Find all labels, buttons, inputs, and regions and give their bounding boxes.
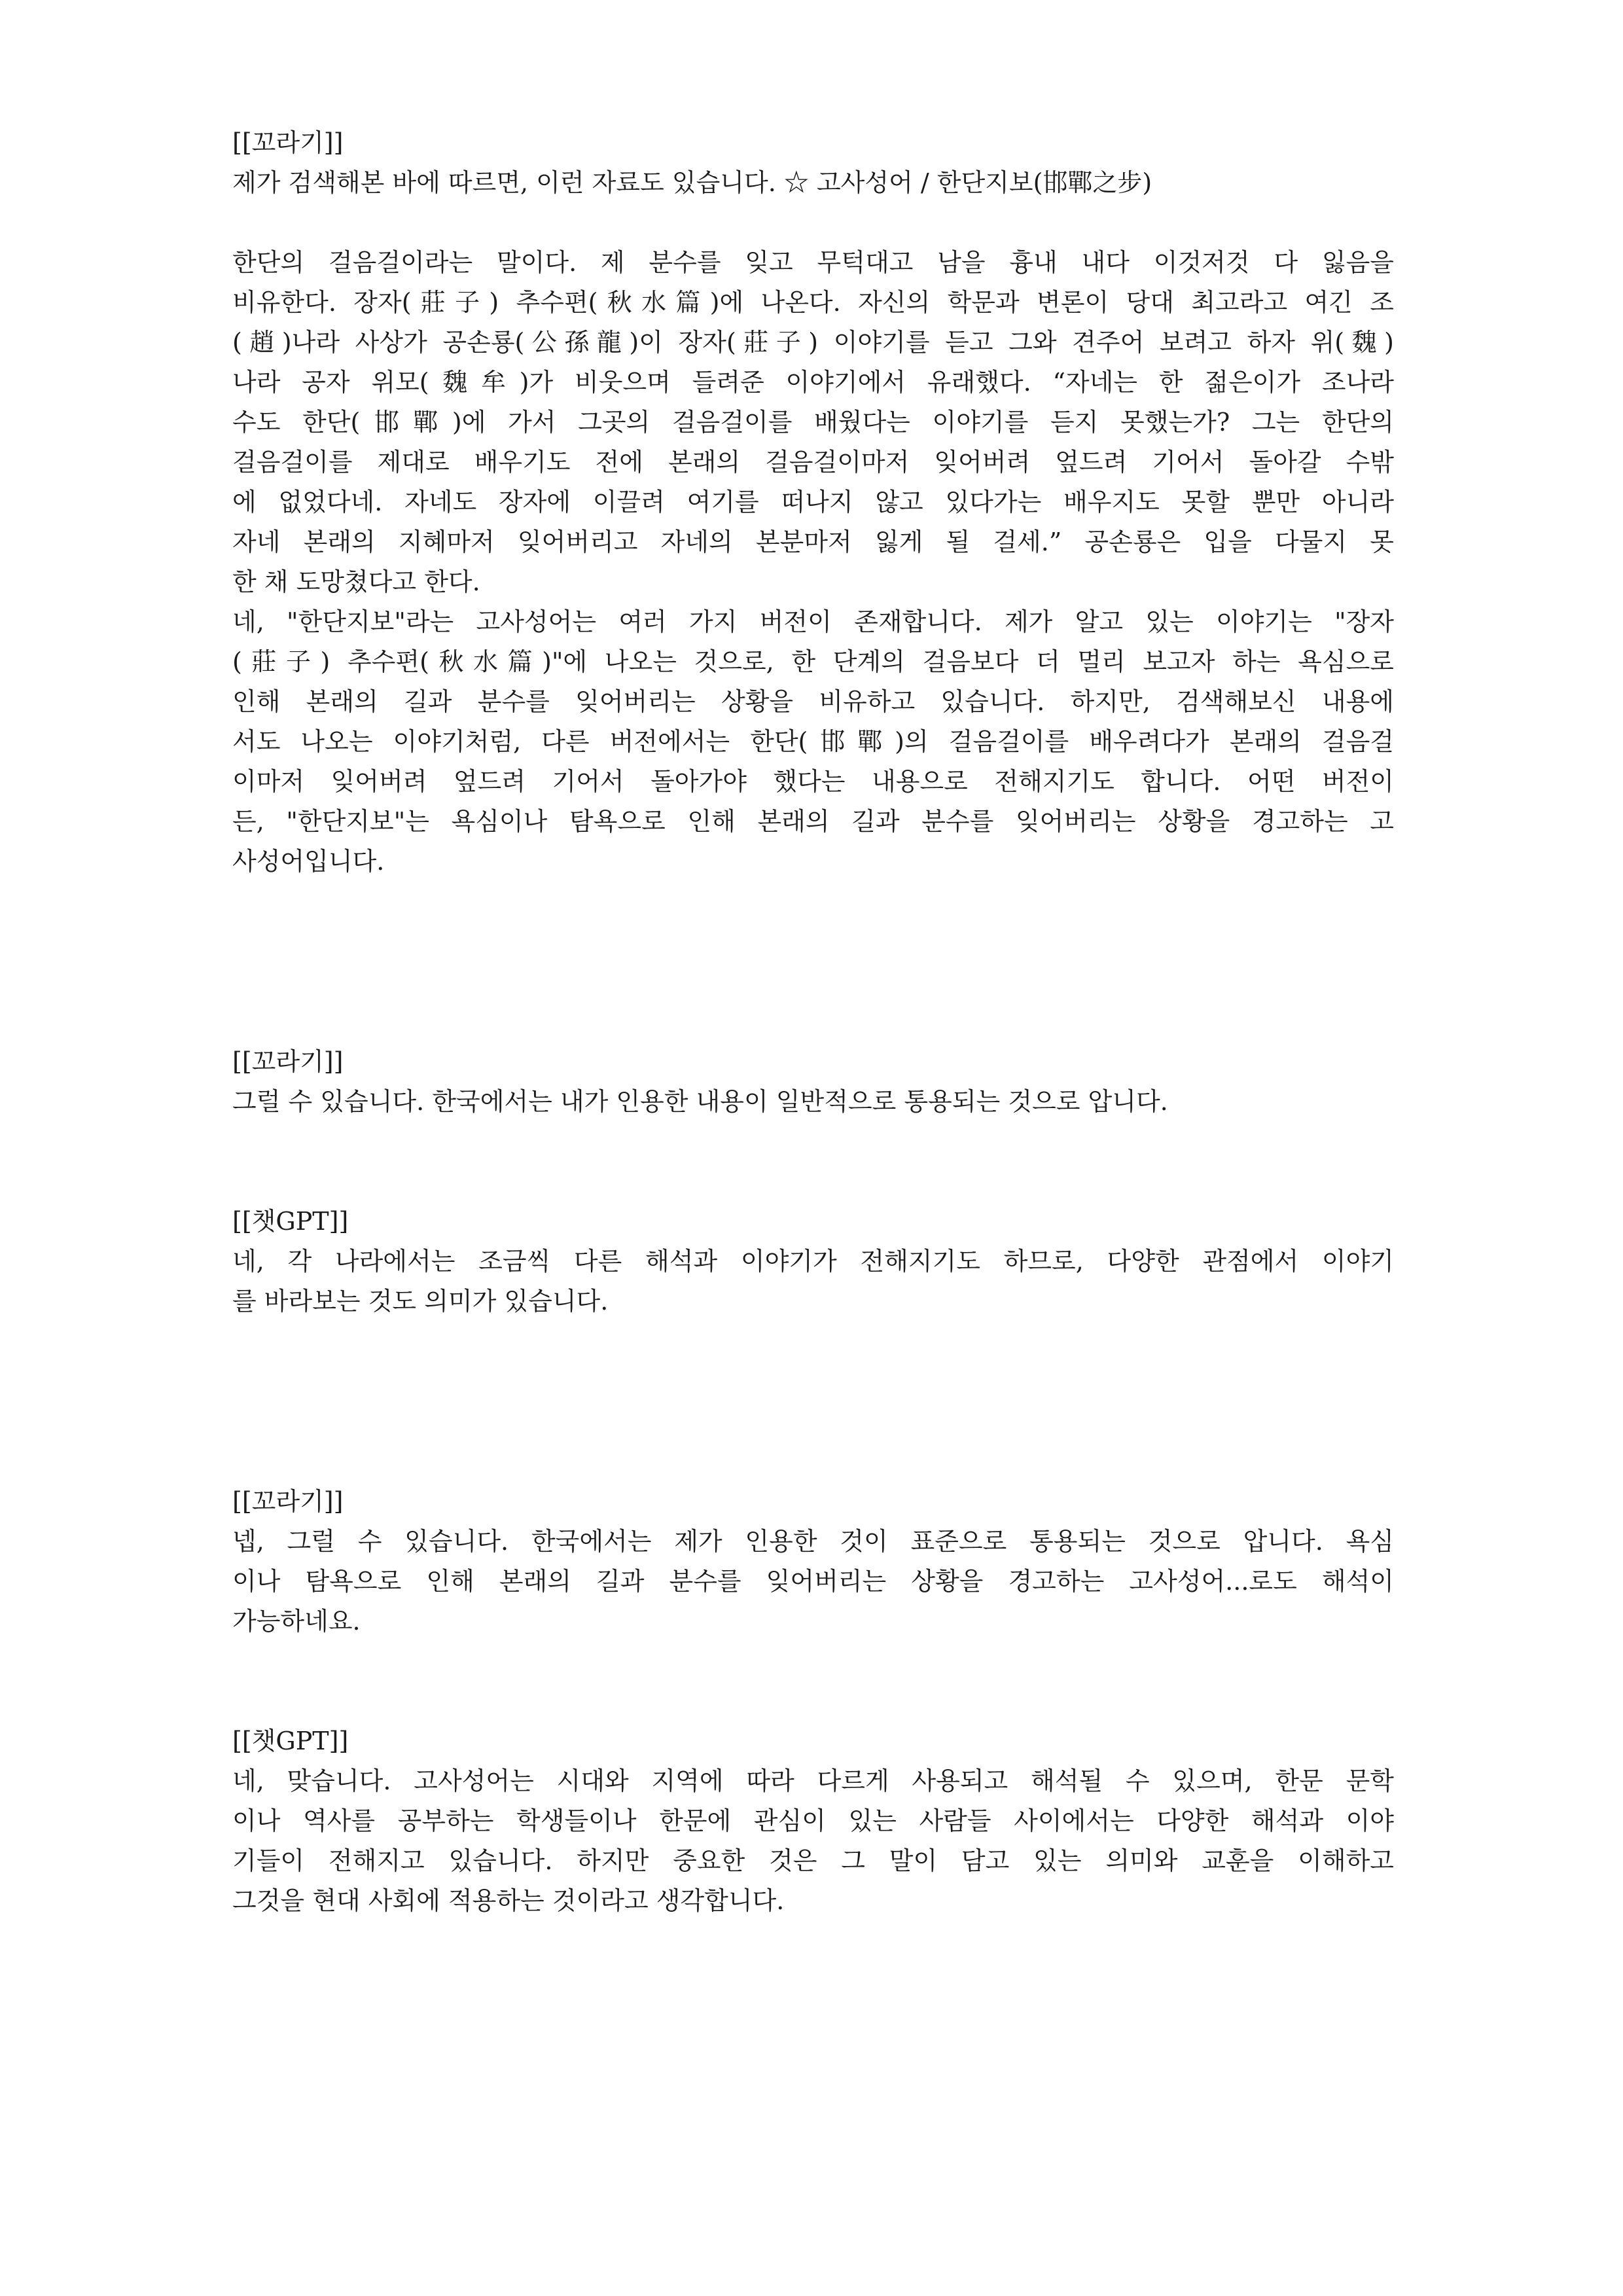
paragraph-line: 든, "한단지보"는 욕심이나 탐욕으로 인해 본래의 길과 분수를 잊어버리는 상황을 경고하는 고 (232, 807, 1394, 836)
spacer (232, 882, 1394, 1042)
message-line: 이나 탐욕으로 인해 본래의 길과 분수를 잊어버리는 상황을 경고하는 고사성어...로도 해석이 (232, 1567, 1394, 1596)
message-line: 기들이 전해지고 있습니다. 하지만 중요한 것은 그 말이 담고 있는 의미와 교훈을 이해하고 (232, 1846, 1394, 1875)
paragraph-line: 비유한다. 장자(莊子) 추수편(秋水篇)에 나온다. 자신의 학문과 변론이 당대 최고라고 여긴 조 (232, 288, 1394, 317)
message-line: 제가 검색해본 바에 따르면, 이런 자료도 있습니다. ☆ 고사성어 / 한단지보(邯鄲之步) (232, 168, 1152, 197)
spacer (232, 1641, 1394, 1721)
speaker-label: [[꼬라기]] (232, 1487, 344, 1516)
paragraph-line: 한단의 걸음걸이라는 말이다. 제 분수를 잊고 무턱대고 남을 흉내 내다 이것저것 다 잃음을 (232, 248, 1394, 277)
spacer (232, 203, 1394, 243)
spacer (232, 1321, 1394, 1482)
spacer (232, 1122, 1394, 1202)
message-line: 네, 맞습니다. 고사성어는 시대와 지역에 따라 다르게 사용되고 해석될 수 있으며, 한문 문학 (232, 1767, 1394, 1795)
document-page (232, 123, 1394, 1921)
paragraph-line: (趙)나라 사상가 공손룡(公孫龍)이 장자(莊子) 이야기를 듣고 그와 견주어 보려고 하자 위(魏) (232, 328, 1394, 357)
paragraph-line: 에 없었다네. 자네도 장자에 이끌려 여기를 떠나지 않고 있다가는 배우지도 못할 뿐만 아니라 (232, 488, 1394, 516)
speaker-label: [[챗GPT]] (232, 1727, 349, 1755)
message-line: 를 바라보는 것도 의미가 있습니다. (232, 1287, 609, 1316)
paragraph-line: 나라 공자 위모(魏牟)가 비웃으며 들려준 이야기에서 유래했다. “자네는 한 젊은이가 조나라 (232, 368, 1394, 397)
paragraph-line: 한 채 도망쳤다고 한다. (232, 567, 480, 596)
speaker-label: [[꼬라기]] (232, 128, 344, 157)
paragraph-line: 사성어입니다. (232, 847, 385, 876)
message-line: 넵, 그럴 수 있습니다. 한국에서는 제가 인용한 것이 표준으로 통용되는 것으로 압니다. 욕심 (232, 1527, 1394, 1556)
paragraph-line: (莊子) 추수편(秋水篇)"에 나오는 것으로, 한 단계의 걸음보다 더 멀리 보고자 하는 욕심으로 (232, 647, 1394, 676)
message-line: 이나 역사를 공부하는 학생들이나 한문에 관심이 있는 사람들 사이에서는 다양한 해석과 이야 (232, 1806, 1394, 1835)
paragraph-line: 이마저 잊어버려 엎드려 기어서 돌아가야 했다는 내용으로 전해지기도 합니다. 어떤 버전이 (232, 767, 1394, 796)
speaker-label: [[꼬라기]] (232, 1047, 344, 1076)
paragraph-line: 인해 본래의 길과 분수를 잊어버리는 상황을 비유하고 있습니다. 하지만, 검색해보신 내용에 (232, 687, 1394, 716)
paragraph-line: 수도 한단(邯鄲)에 가서 그곳의 걸음걸이를 배웠다는 이야기를 듣지 못했는가? 그는 한단의 (232, 408, 1394, 437)
paragraph-line: 자네 본래의 지혜마저 잊어버리고 자네의 본분마저 잃게 될 걸세.” 공손룡은 입을 다물지 못 (232, 528, 1394, 556)
speaker-label: [[챗GPT]] (232, 1207, 349, 1236)
message-line: 그것을 현대 사회에 적용하는 것이라고 생각합니다. (232, 1886, 785, 1915)
message-line: 그럴 수 있습니다. 한국에서는 내가 인용한 내용이 일반적으로 통용되는 것으로 압니다. (232, 1087, 1168, 1116)
message-line: 네, 각 나라에서는 조금씩 다른 해석과 이야기가 전해지기도 하므로, 다양한 관점에서 이야기 (232, 1247, 1394, 1276)
paragraph-line: 서도 나오는 이야기처럼, 다른 버전에서는 한단(邯鄲)의 걸음걸이를 배우려다가 본래의 걸음걸 (232, 727, 1394, 756)
message-line: 가능하네요. (232, 1607, 361, 1636)
paragraph-line: 네, "한단지보"라는 고사성어는 여러 가지 버전이 존재합니다. 제가 알고 있는 이야기는 "장자 (232, 607, 1394, 636)
paragraph-line: 걸음걸이를 제대로 배우기도 전에 본래의 걸음걸이마저 잊어버려 엎드려 기어서 돌아갈 수밖 (232, 448, 1394, 476)
